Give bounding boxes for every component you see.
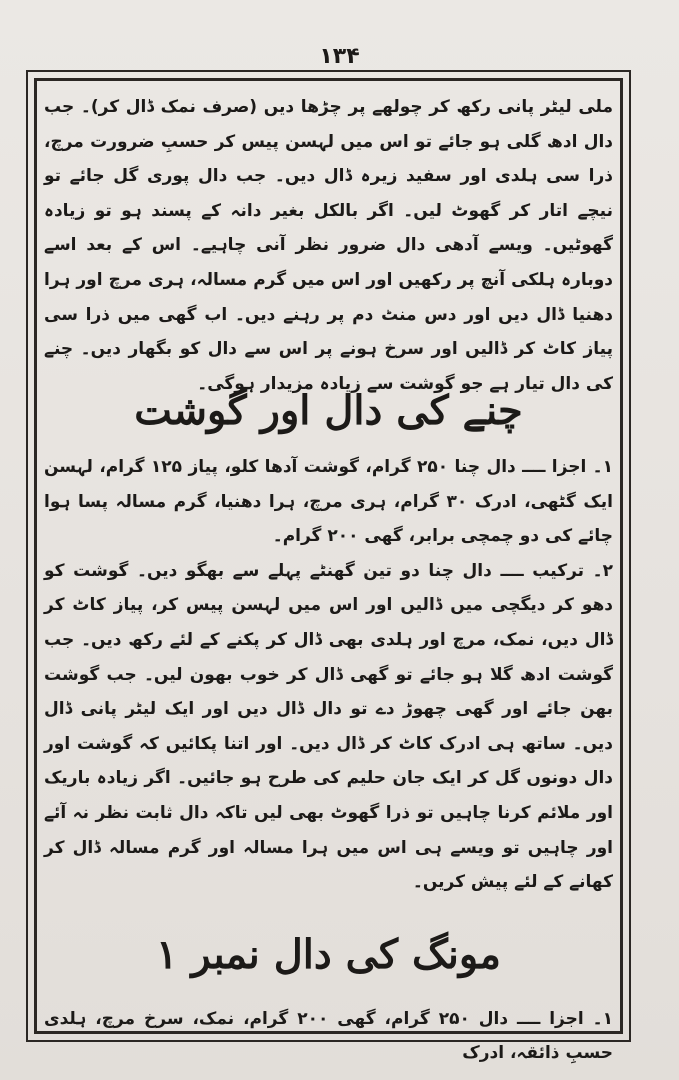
- ingredients-paragraph: ۱۔ اجزا ــــ دال چنا ۲۵۰ گرام، گوشت آدھا کلو، پیاز ۱۲۵ گرام، لہسن ایک گٹھی، ادرک ۳۰ گرام، ہری مرچ، ہرا دھنیا، گرم مسالہ پسا ہوا چائے کی دو چمچی برابر، گھی ۲۰۰ گرام۔: [44, 457, 614, 547]
- ingredients-paragraph-moong: ۱۔ اجزا ــــ دال ۲۵۰ گرام، گھی ۲۰۰ گرام، نمک، سرخ مرچ، ہلدی حسبِ ذائقہ، ادرک: [44, 1008, 613, 1064]
- intro-paragraph: ملی لیٹر پانی رکھ کر چولھے پر چڑھا دیں (صرف نمک ڈال کر)۔ جب دال ادھ گلی ہو جائے تو اس میں لہسن پیس کر حسبِ ضرورت مرچ، ذرا سی ہلدی اور سفید زیرہ ڈال دیں۔ جب دال پوری گل جائے تو نیچے اتار کر گھوٹ لیں۔ اگر بالکل بغیر دانہ کے پسند ہو تو زیادہ گھوٹیں۔ ویسے آدھی دال ضرور نظر آنی چاہیے۔ اس کے بعد اسے دوبارہ ہلکی آنچ پر رکھیں اور اس میں گرم مسالہ، ہری مرچ اور ہرا دھنیا ڈال دیں اور دس منٹ دم پر رہنے دیں۔ اب گھی میں ذرا سی پیاز کاٹ کر ڈالیں اور سرخ ہونے پر اس سے دال کو بگھار دیں۔ چنے کی دال تیار ہے جو گوشت سے زیادہ مزیدار ہوگی۔: [44, 97, 613, 394]
- method-paragraph: ۲۔ ترکیب ــــ دال چنا دو تین گھنٹے پہلے سے بھگو دیں۔ گوشت کو دھو کر دیگچی میں ڈالیں اور اس میں لہسن پیس کر، پیاز کاٹ کر ڈال دیں، نمک، مرچ اور ہلدی بھی ڈال کر پکنے کے لئے رکھ دیں۔ جب گوشت ادھ گلا ہو جائے تو گھی ڈال کر خوب بھون لیں۔ جب گوشت بھن جائے اور گھی چھوڑ دے تو دال ڈال دیں اور ایک لیٹر پانی ڈال دیں۔ ساتھ ہی ادرک کاٹ کر ڈال دیں۔ اور اتنا پکائیں کہ گوشت اور دال دونوں گل کر ایک جان حلیم کی طرح ہو جائیں۔ اگر زیادہ باریک اور ملائم کرنا چاہیں تو ذرا گھوٹ بھی لیں تاکہ دال ثابت نظر نہ آئے اور چاہیں تو ویسے ہی اس میں ہرا مسالہ اور گرم مسالہ ڈال کر کھانے کے لئے پیش کریں۔: [44, 560, 613, 893]
- page-number: ۱۳۴: [319, 44, 360, 69]
- recipe-heading-chana-dal-gosht: چنے کی دال اور گوشت: [134, 387, 523, 434]
- recipe-heading-moong-dal: مونگ کی دال نمبر ۱: [156, 930, 501, 978]
- page-content: [44, 90, 614, 1064]
